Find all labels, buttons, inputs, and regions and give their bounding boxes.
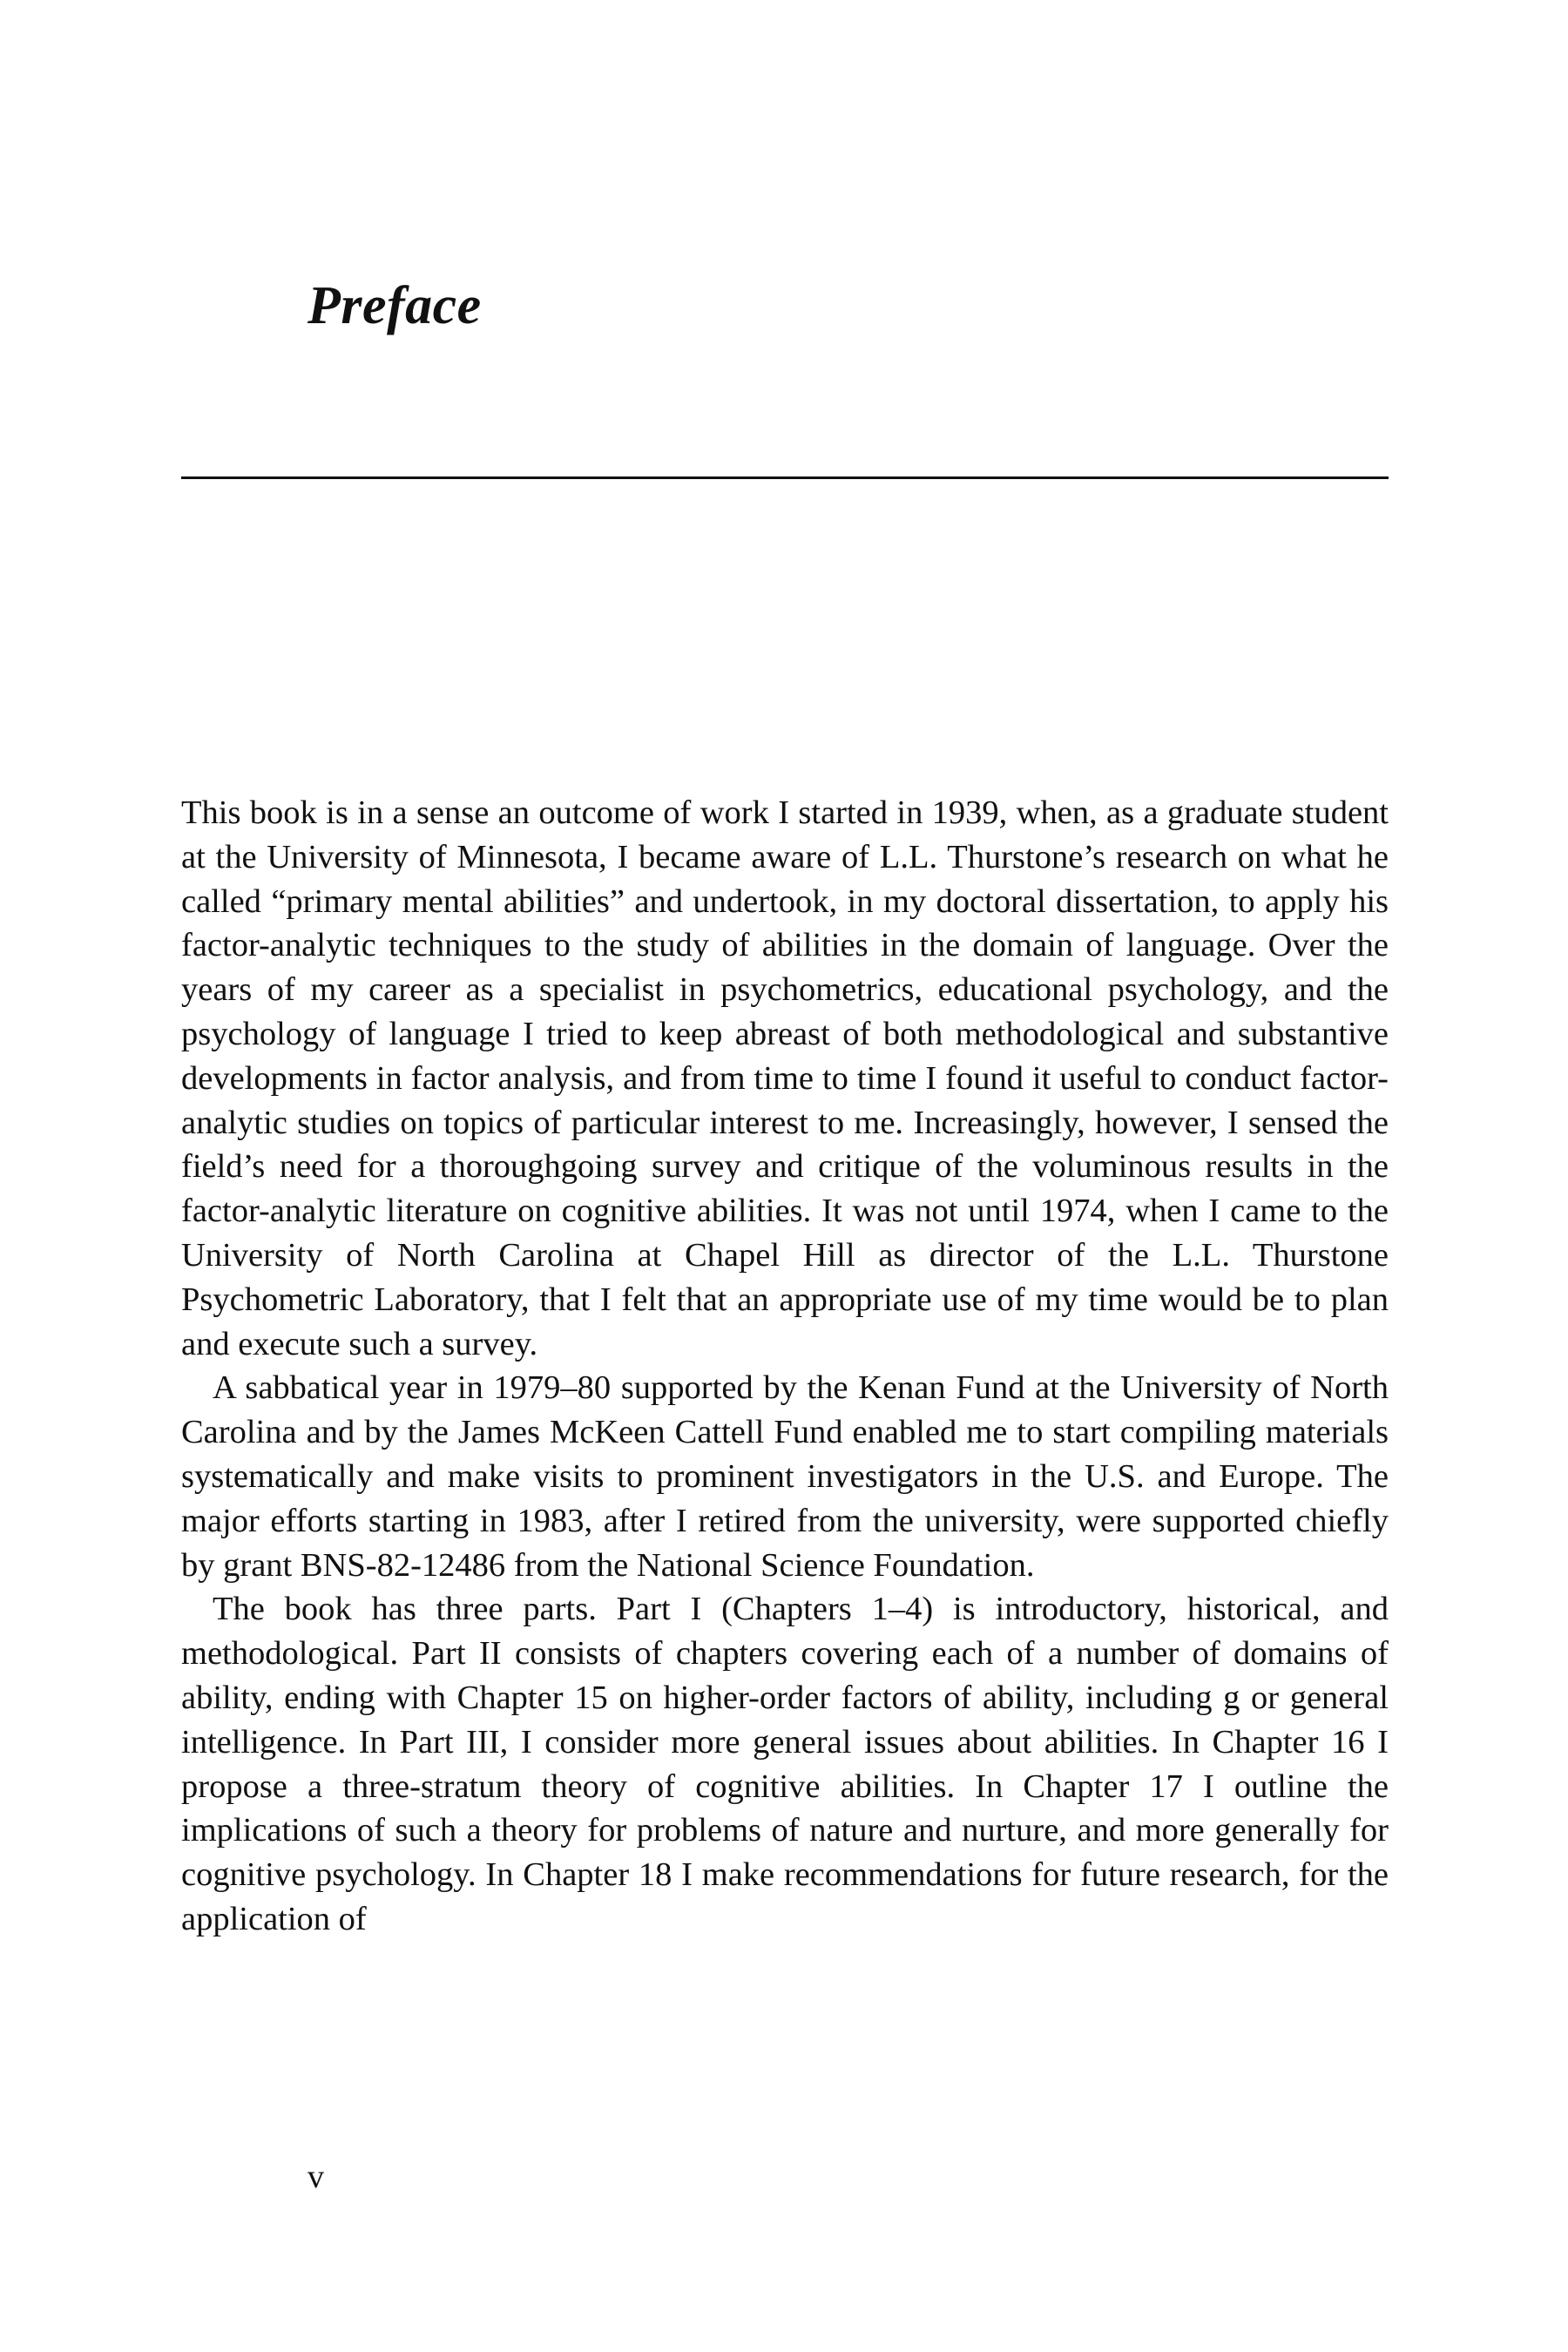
preface-body <box>181 791 1389 1942</box>
title-rule <box>181 476 1389 479</box>
preface-title: Preface <box>308 276 482 335</box>
paragraph-3: The book has three parts. Part I (Chapters 1–4) is introductory, historical, and methodological. Part II consists of chapters covering each of a number of domains of ability, ending with Chapter 15 on higher-order factors of ability, including g or general intelligence. In Part III, I consider more general issues about abilities. In Chapter 16 I propose a three-stratum theory of cognitive abilities. In Chapter 17 I outline the implications of such a theory for problems of nature and nurture, and more generally for cognitive psychology. In Chapter 18 I make recommendations for future research, for the application of <box>181 1591 1389 1937</box>
page-number: v <box>308 2159 324 2195</box>
paragraph-2: A sabbatical year in 1979–80 supported by the Kenan Fund at the University of North Carolina and by the James McKeen Cattell Fund enabled me to start compiling materials systematically and make visits to prominent investigators in the U.S. and Europe. The major efforts starting in 1983, after I retired from the university, were supported chiefly by grant BNS-82-12486 from the National Science Foundation. <box>181 1369 1389 1584</box>
paragraph-1: This book is in a sense an outcome of work I started in 1939, when, as a graduate student at the University of Minnesota, I became aware of L.L. Thurstone’s research on what he called “primary mental abilities” and undertook, in my doctoral dissertation, to apply his factor-analytic techniques to the study of abilities in the domain of language. Over the years of my career as a specialist in psychometrics, educational psychology, and the psychology of language I tried to keep abreast of both methodological and substantive developments in factor analysis, and from time to time I found it useful to conduct factor-analytic studies on topics of particular interest to me. Increasingly, however, I sensed the field’s need for a thoroughgoing survey and critique of the voluminous results in the factor-analytic literature on cognitive abilities. It was not until 1974, when I came to the University of North Carolina at Chapel Hill as director of the L.L. Thurstone Psychometric Laboratory, that I felt that an appropriate use of my time would be to plan and execute such a survey. <box>181 794 1389 1362</box>
